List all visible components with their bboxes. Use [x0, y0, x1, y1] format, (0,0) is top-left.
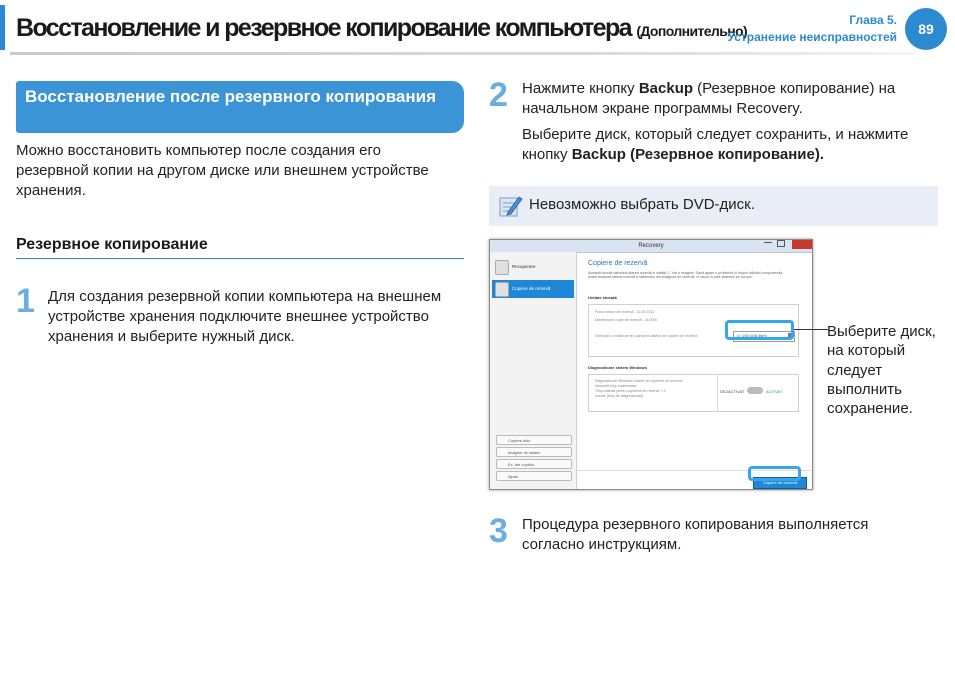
- step-number-1: 1: [16, 282, 35, 320]
- step-2-text-c: Выберите диск, который следует сохранить, и нажмите кнопку: [522, 126, 909, 163]
- close-icon: [792, 240, 812, 249]
- note-box: [489, 186, 938, 226]
- section-header-box: [16, 81, 464, 133]
- step-1-text: Для создания резервной копии компьютера на внешнем устройстве хранения подключите внешнее устройство хранения и выберите нужный диск.: [48, 288, 442, 345]
- sidebar-item-label: Copiere de rezervă: [512, 286, 551, 291]
- storage-line: Punct creare de rezervă : 12.09.2012: [595, 310, 655, 314]
- header-accent-bar: [0, 5, 5, 50]
- diag-line: Timp estimat pentru copierea de rezervă + 2: [595, 389, 666, 393]
- step-number-2: 2: [489, 76, 508, 114]
- side-button-label: Ajutor: [508, 473, 519, 479]
- chapter-label: [728, 12, 897, 46]
- side-button-label: Ex. ale copiilor: [508, 461, 535, 467]
- backup-button-highlight: [748, 466, 801, 481]
- side-button-imagine: [496, 447, 572, 457]
- step-2-text-b: (Резервное копирование) на начальном экране программы Recovery.: [522, 80, 896, 117]
- diag-line: Diagnosticare Windows înainte de copierea de rezervă.: [595, 379, 684, 383]
- backup-icon: [495, 282, 509, 297]
- page-title-main: Восстановление и резервное копирование компьютера: [16, 14, 631, 42]
- step-2-bold-a: Backup: [638, 80, 694, 97]
- app-sidebar: [490, 252, 577, 489]
- step-2-text-second: [522, 125, 922, 165]
- diag-toggle: [747, 387, 763, 394]
- step-3-text: Процедура резервного копирования выполняется согласно инструкциям.: [522, 516, 869, 553]
- group-diagnostics-box: [588, 374, 799, 412]
- restore-icon: [495, 260, 509, 275]
- callout-text: Выберите диск, на который следует выполнить сохранение.: [827, 323, 936, 418]
- chapter-title: Устранение неисправностей: [727, 30, 897, 44]
- side-button-copiere-disc: [496, 435, 572, 445]
- intro-paragraph: Можно восстановить компьютер после создания его резервной копии на другом диске или внешнем устройстве хранения.: [16, 142, 429, 199]
- disk-highlight: [725, 320, 794, 340]
- app-main-description: Această funcție salvează starea curentă a unității C: într-o imagine. Dacă apare o problemă în timpul utilizării computerului, puteți restaura starea curentă a sistemului din imaginea de rezervă, în cazul în care sistemul se corupe.: [588, 271, 784, 280]
- header-rule: [10, 52, 915, 55]
- app-backup-button: Copiere de rezervă: [753, 477, 807, 489]
- storage-line: Dimensiune copie de rezervă : 14.0GB: [595, 318, 657, 322]
- note-pencil-icon: [497, 193, 523, 219]
- toggle-off-label: DEZACTIVAT: [720, 389, 745, 394]
- page-title: [16, 14, 747, 43]
- recovery-app-screenshot: [489, 239, 813, 490]
- step-2-bold-c: Backup (Резервное копирование).: [571, 146, 824, 163]
- minimize-icon: [764, 242, 772, 243]
- app-main-heading: Copiere de rezervă: [588, 260, 648, 267]
- callout-line: [794, 329, 828, 330]
- step-number-3: 3: [489, 512, 508, 550]
- chapter-number: Глава 5.: [849, 13, 897, 27]
- side-button-ex: [496, 459, 572, 469]
- sidebar-item-copiere: [492, 280, 574, 298]
- maximize-icon: [777, 240, 785, 247]
- subheading-rule: [16, 258, 464, 259]
- section-title: Восстановление после резервного копирования: [25, 87, 437, 106]
- side-button-ajutor: [496, 471, 572, 481]
- subheading: Резервное копирование: [16, 236, 208, 253]
- note-text: Невозможно выбрать DVD-диск.: [529, 196, 755, 213]
- step-2-text-a: Нажмите кнопку: [522, 80, 639, 97]
- diag-line: minute (timp de diagnosticare): [595, 394, 644, 398]
- page-title-suffix: (Дополнительно): [636, 23, 748, 39]
- step-2-text: [522, 79, 922, 119]
- app-main-panel: [576, 252, 812, 489]
- diag-line: Necesită timp suplimentar.: [595, 384, 638, 388]
- page-number: 89: [905, 8, 947, 50]
- side-button-label: Imagine de sistem: [508, 449, 541, 455]
- disk-select-value: D: (200.0GB liberi): [737, 334, 767, 338]
- group-diagnostics-label: Diagnosticare sistem Windows: [588, 365, 647, 370]
- group-storage-label: Unitate stocată: [588, 295, 617, 300]
- app-window-title: Recovery: [638, 243, 664, 249]
- side-button-label: Copiere disc: [508, 437, 531, 443]
- sidebar-item-label: Recuperare: [512, 264, 536, 269]
- diag-divider: [717, 375, 718, 411]
- storage-line: Selectați o unitate pentru salvarea datelor de copiere de rezervă.: [595, 334, 699, 338]
- sidebar-item-recuperare: [492, 258, 574, 276]
- toggle-on-label: ACTIVAT: [766, 389, 783, 394]
